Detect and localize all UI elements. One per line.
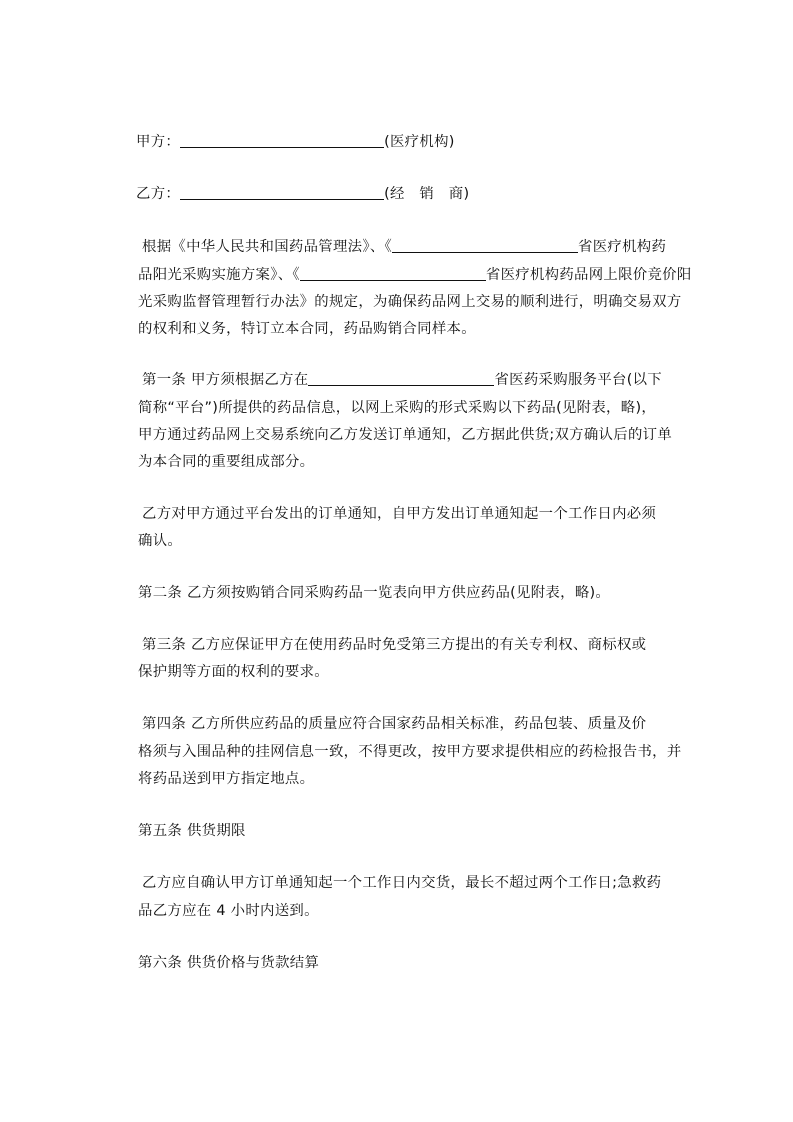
party-b-blank xyxy=(180,185,384,200)
party-a-line xyxy=(136,132,455,152)
delivery-line-1: 乙方应自确认甲方订单通知起一个工作日内交货，最长不超过两个工作日;急救药 xyxy=(142,875,662,891)
preamble-blank-2 xyxy=(300,266,486,281)
preamble-line-1 xyxy=(142,237,666,257)
party-a-blank xyxy=(180,133,384,148)
article2-line-1: 第二条 乙方须按购销合同采购药品一览表向甲方供应药品(见附表，略)。 xyxy=(138,585,611,601)
confirm-line-2: 确认。 xyxy=(138,533,183,549)
article4-line-2: 格须与入围品种的挂网信息一致，不得更改，按甲方要求提供相应的药检报告书，并 xyxy=(138,744,682,760)
party-b-line xyxy=(136,184,469,204)
preamble-line-3: 光采购监督管理暂行办法》的规定，为确保药品网上交易的顺利进行，明确交易双方 xyxy=(138,294,682,310)
preamble-blank-1 xyxy=(392,238,578,253)
article4-line-1: 第四条 乙方所供应药品的质量应符合国家药品相关标准，药品包装、质量及价 xyxy=(142,716,647,732)
preamble-text-1b: 省医疗机构药 xyxy=(578,239,667,255)
preamble-text-2b: 省医疗机构药品网上限价竞价阳 xyxy=(485,267,692,283)
party-b-label: 乙方： xyxy=(136,186,181,202)
party-b-role: (经 销 商) xyxy=(384,186,470,202)
article1-blank xyxy=(308,371,494,386)
article1-text-1b: 省医药采购服务平台(以下 xyxy=(494,372,662,388)
article1-line-3: 甲方通过药品网上交易系统向乙方发送订单通知，乙方据此供货;双方确认后的订单 xyxy=(138,427,673,443)
preamble-line-2 xyxy=(138,265,692,285)
party-a-role: (医疗机构) xyxy=(384,134,455,150)
article6-title: 第六条 供货价格与货款结算 xyxy=(138,955,320,971)
article1-line-2: 简称“平台”)所提供的药品信息，以网上采购的形式采购以下药品(见附表，略)， xyxy=(138,400,657,416)
article1-text-1a: 第一条 甲方须根据乙方在 xyxy=(142,372,309,388)
article4-line-3: 将药品送到甲方指定地点。 xyxy=(138,771,315,787)
article3-line-1: 第三条 乙方应保证甲方在使用药品时免受第三方提出的有关专利权、商标权或 xyxy=(142,637,647,653)
article1-line-4: 为本合同的重要组成部分。 xyxy=(138,454,315,470)
delivery-line-2: 品乙方应在 4 小时内送到。 xyxy=(138,903,319,919)
article5-title: 第五条 供货期限 xyxy=(138,823,246,839)
preamble-text-2a: 品阳光采购实施方案》、《 xyxy=(138,267,300,283)
article3-line-2: 保护期等方面的权利的要求。 xyxy=(138,664,329,680)
confirm-line-1: 乙方对甲方通过平台发出的订单通知，自甲方发出订单通知起一个工作日内必须 xyxy=(142,506,657,522)
party-a-label: 甲方： xyxy=(136,134,181,150)
preamble-line-4: 的权利和义务，特订立本合同，药品购销合同样本。 xyxy=(138,321,476,337)
article1-line-1 xyxy=(142,370,662,390)
preamble-text-1a: 根据《中华人民共和国药品管理法》、《 xyxy=(142,239,393,255)
